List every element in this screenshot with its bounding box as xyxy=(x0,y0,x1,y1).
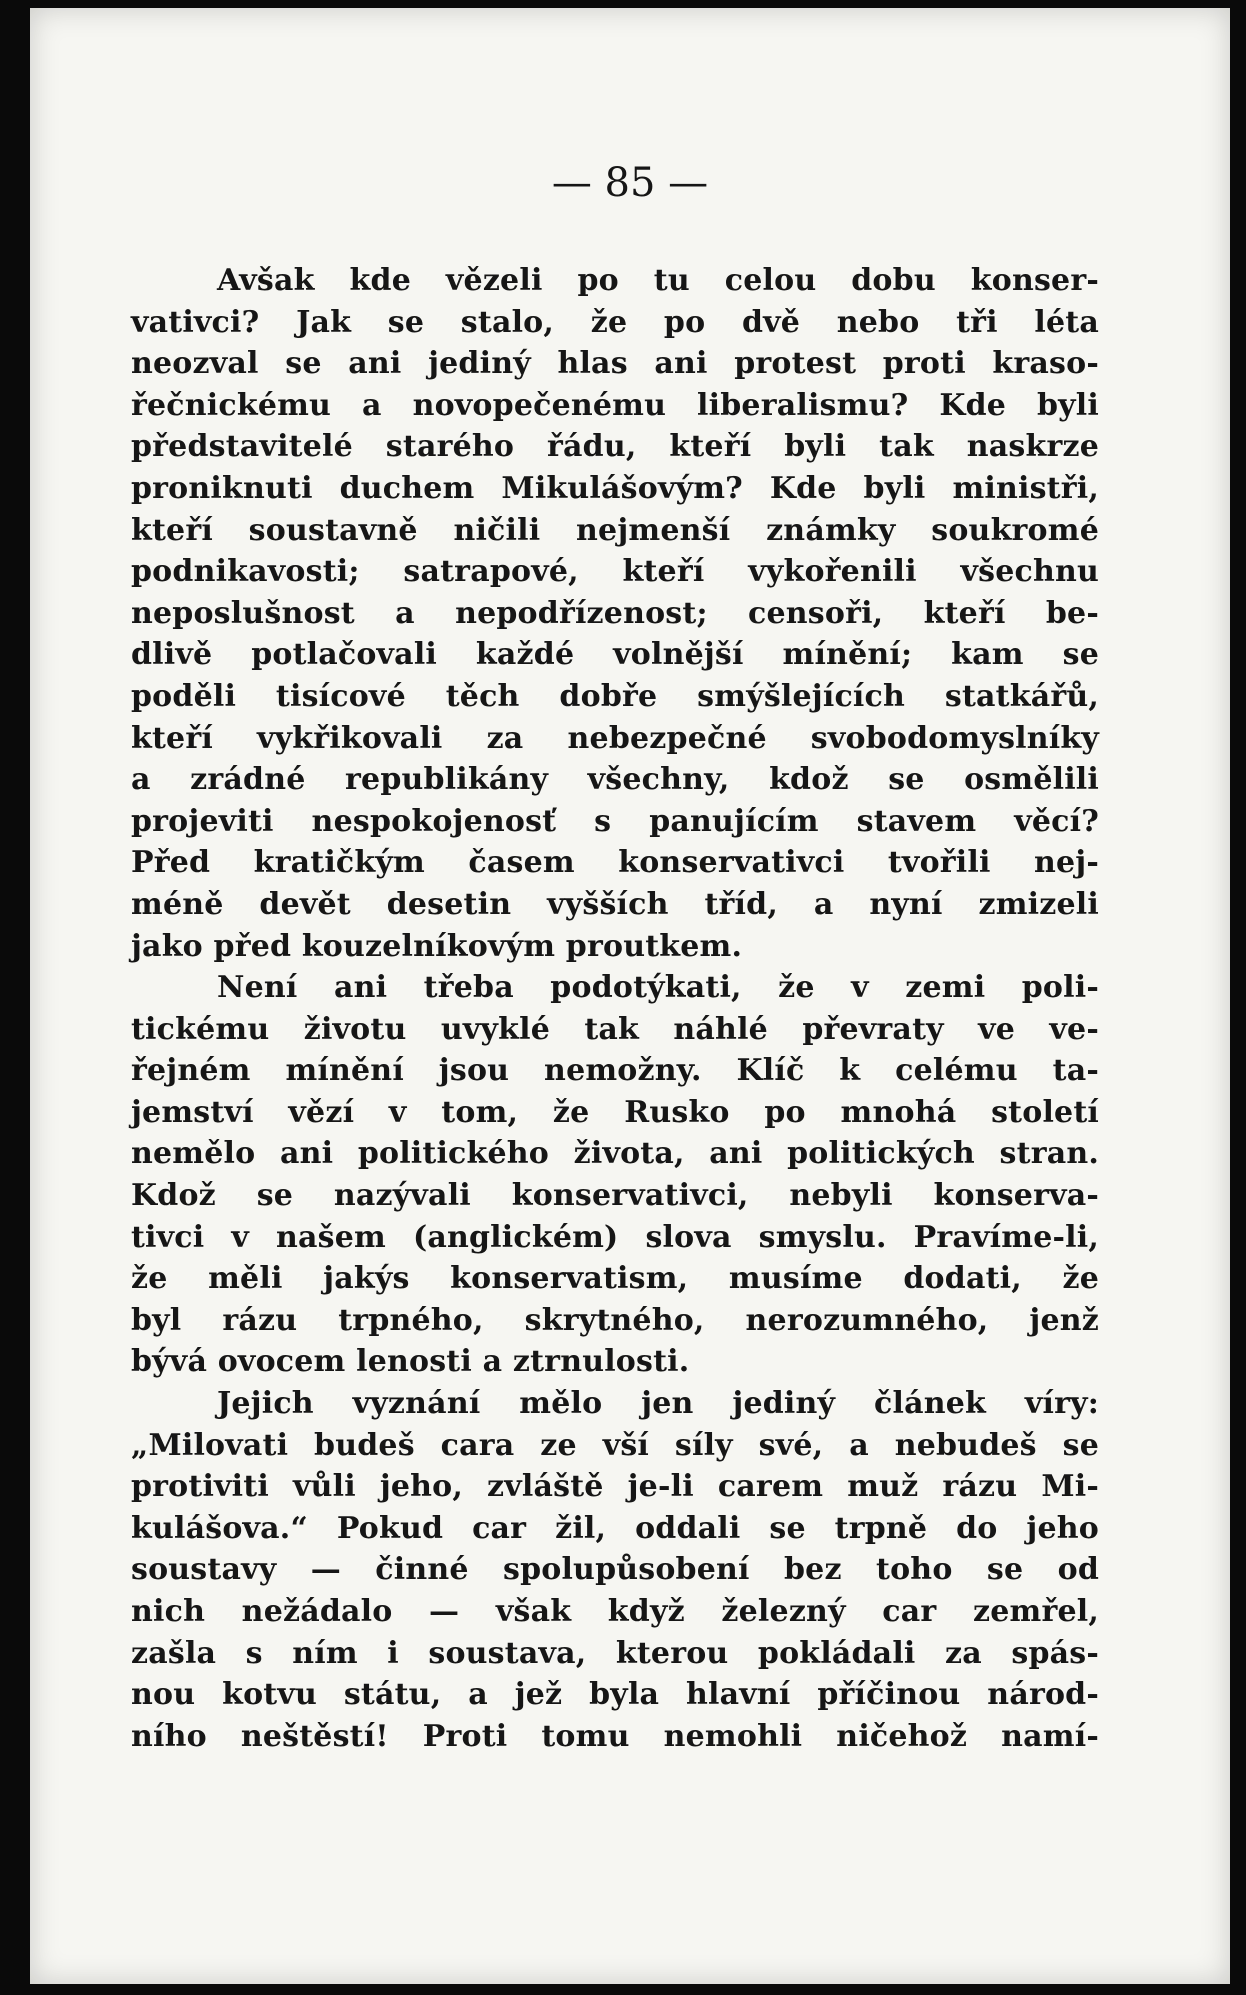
text-line: tivci v našem (anglickém) slova smyslu. Pravíme-li, xyxy=(131,1219,1099,1255)
text-line: řečnickému a novopečenému liberalismu? Kde byli xyxy=(131,387,1099,423)
text-line: že měli jakýs konservatism, musíme dodati, že xyxy=(131,1261,1099,1297)
text-line: Avšak kde vězeli po tu celou dobu konser- xyxy=(217,263,1099,298)
text-line: nou kotvu státu, a jež byla hlavní příčinou národ- xyxy=(131,1677,1099,1713)
text-line: „Milovati budeš cara ze vší síly své, a nebudeš se xyxy=(131,1427,1099,1463)
text-line: nich nežádalo — však když železný car zemřel, xyxy=(131,1594,1099,1629)
text-line: byl rázu trpného, skrytného, nerozumného, jenž xyxy=(131,1302,1099,1338)
text-line: nemělo ani politického života, ani politických stran. xyxy=(131,1136,1099,1172)
text-line: vativci? Jak se stalo, že po dvě nebo tři léta xyxy=(131,304,1099,340)
text-line: Před kratičkým časem konservativci tvořili nej- xyxy=(131,845,1099,881)
text-line: představitelé starého řádu, kteří byli tak naskrze xyxy=(131,429,1099,465)
text-line: a zrádné republikány všechny, kdož se osmělili xyxy=(131,762,1099,798)
text-line: kulášova.“ Pokud car žil, oddali se trpně do jeho xyxy=(131,1510,1099,1546)
text-line: soustavy — činné spolupůsobení bez toho se od xyxy=(131,1552,1099,1588)
text-line: kteří vykřikovali za nebezpečné svobodomyslníky xyxy=(131,720,1099,756)
text-line: kteří soustavně ničili nejmenší známky soukromé xyxy=(131,512,1099,548)
text-line: Kdož se nazývali konservativci, nebyli konserva- xyxy=(131,1178,1099,1214)
text-line: neposlušnost a nepodřízenost; censoři, kteří be- xyxy=(131,595,1099,631)
text-line: proniknuti duchem Mikulášovým? Kde byli ministři, xyxy=(131,470,1099,506)
text-line: jemství vězí v tom, že Rusko po mnohá století xyxy=(131,1094,1099,1130)
text-line: jako před kouzelníkovým proutkem. xyxy=(131,928,743,964)
text-line: bývá ovocem lenosti a ztrnulosti. xyxy=(131,1344,690,1380)
text-line: poděli tisícové těch dobře smýšlejících statkářů, xyxy=(131,678,1099,714)
page-number: — 85 — xyxy=(551,160,709,206)
text-line: zašla s ním i soustava, kterou pokládali za spás- xyxy=(131,1635,1099,1671)
text-line: Není ani třeba podotýkati, že v zemi poli- xyxy=(217,970,1099,1006)
body-text xyxy=(131,260,1099,1757)
text-line: řejném mínění jsou nemožny. Klíč k celému ta- xyxy=(131,1053,1099,1089)
text-line: podnikavosti; satrapové, kteří vykořenili všechnu xyxy=(131,554,1099,590)
text-line: protiviti vůli jeho, zvláště je-li carem muž rázu Mi- xyxy=(131,1469,1099,1505)
text-line: tickému životu uvyklé tak náhlé převraty ve ve- xyxy=(131,1011,1099,1047)
text-line: Jejich vyznání mělo jen jediný článek víry: xyxy=(217,1386,1099,1422)
book-page xyxy=(30,8,1230,1984)
text-line: dlivě potlačovali každé volnější mínění; kam se xyxy=(131,637,1099,673)
text-line: ního neštěstí! Proti tomu nemohli ničehož namí- xyxy=(131,1718,1099,1754)
text-line: méně devět desetin vyšších tříd, a nyní zmizeli xyxy=(131,886,1099,922)
text-line: projeviti nespokojenosť s panujícím stavem věcí? xyxy=(131,803,1099,839)
text-line: neozval se ani jediný hlas ani protest proti kraso- xyxy=(131,346,1099,382)
